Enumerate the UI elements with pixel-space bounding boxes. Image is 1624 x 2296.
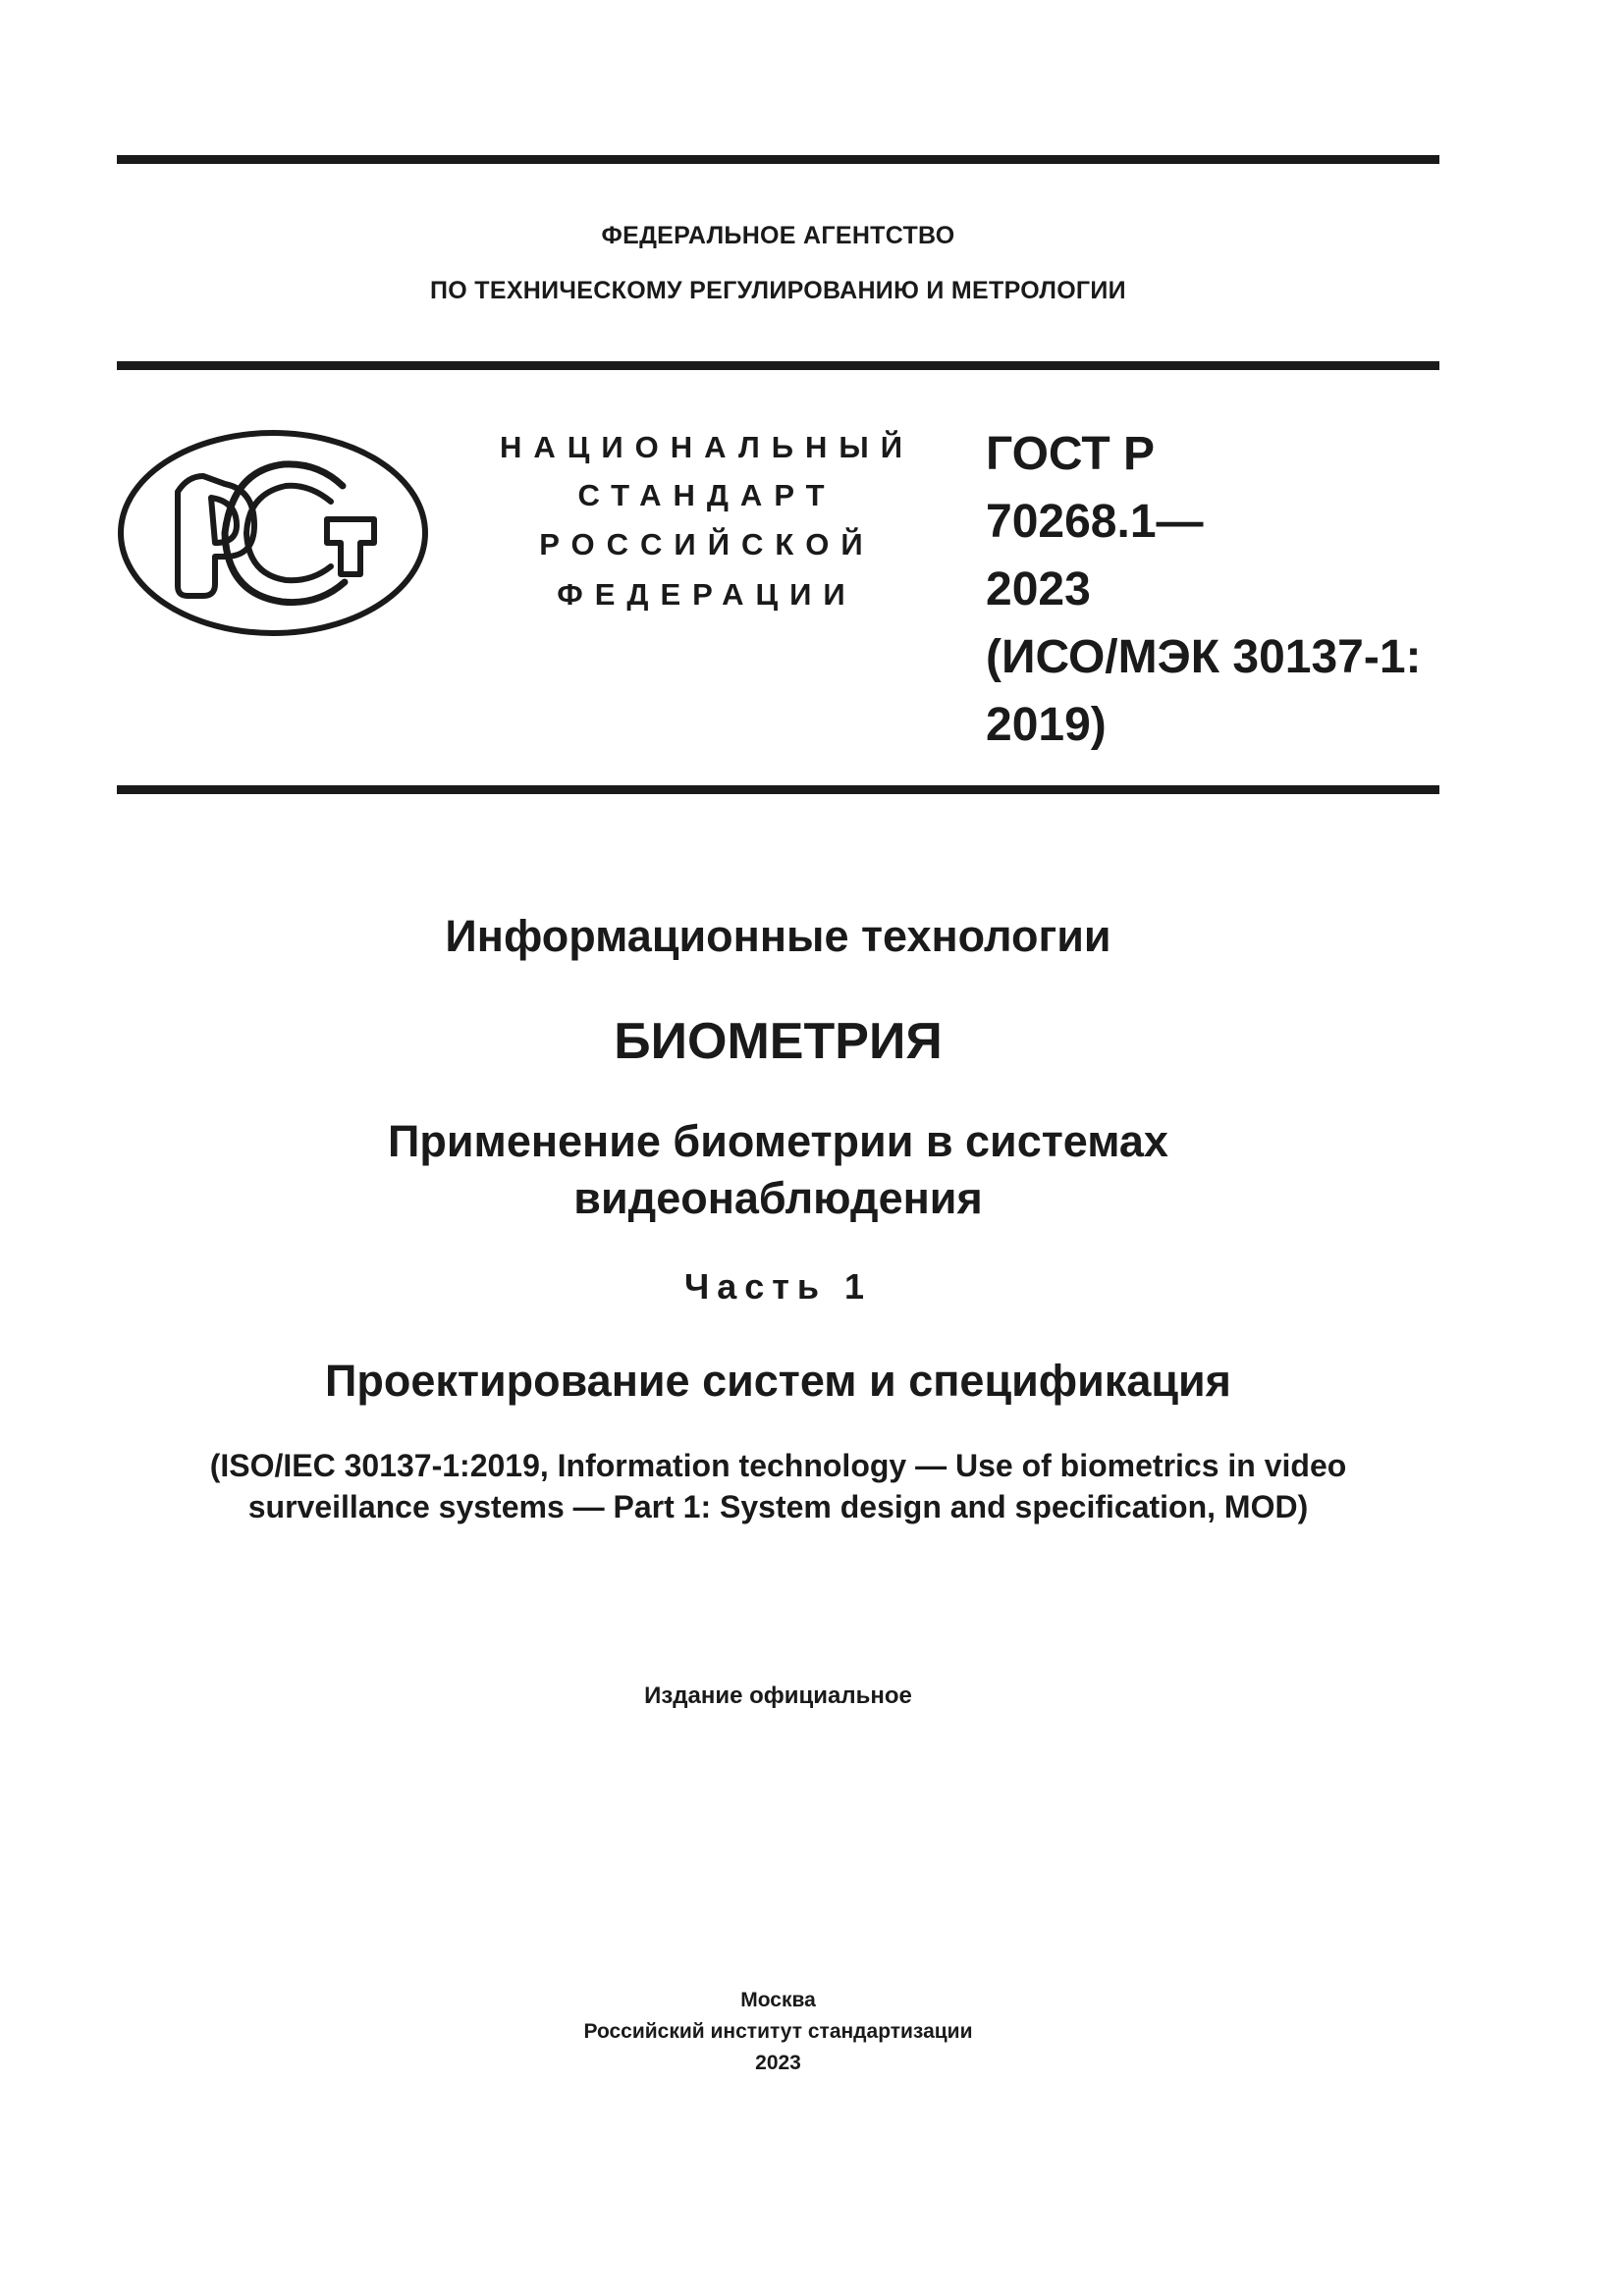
standard-designation bbox=[986, 420, 1447, 759]
iso-reference-line2: surveillance systems — Part 1: System design and specification, MOD) bbox=[247, 1489, 1309, 1524]
title-field: Информационные технологии bbox=[445, 911, 1111, 961]
top-rule bbox=[117, 155, 1439, 164]
iso-reference-line1: (ISO/IEC 30137-1:2019, Information technology — Use of biometrics in video bbox=[209, 1448, 1347, 1483]
designation-line1: ГОСТ Р bbox=[986, 428, 1156, 480]
designation-line3: 2023 bbox=[986, 563, 1091, 615]
imprint-city: Москва bbox=[740, 1989, 816, 2011]
title-block-rule bbox=[117, 785, 1439, 794]
rst-mark-icon bbox=[117, 429, 429, 637]
part-label: Часть 1 bbox=[683, 1266, 873, 1307]
title-main: БИОМЕТРИЯ bbox=[614, 1013, 943, 1070]
header-rule bbox=[117, 361, 1439, 370]
designation-line4: (ИСО/МЭК 30137-1: bbox=[986, 631, 1422, 683]
national-standard-line1: НАЦИОНАЛЬНЫЙ bbox=[499, 430, 915, 464]
title-subtitle bbox=[117, 1113, 1439, 1227]
title-subtitle-line2: видеонаблюдения bbox=[573, 1173, 983, 1223]
imprint-publisher: Российский институт стандартизации bbox=[583, 2020, 973, 2043]
designation-line5: 2019) bbox=[986, 699, 1107, 751]
designation-line2: 70268.1— bbox=[986, 496, 1204, 548]
edition-label: Издание официальное bbox=[644, 1682, 912, 1709]
part-title: Проектирование систем и спецификация bbox=[325, 1356, 1231, 1406]
imprint-year: 2023 bbox=[755, 2052, 801, 2074]
title-subtitle-line1: Применение биометрии в системах bbox=[388, 1116, 1168, 1166]
agency-name-line1: ФЕДЕРАЛЬНОЕ АГЕНТСТВО bbox=[601, 222, 955, 249]
national-standard-line2: СТАНДАРТ bbox=[577, 478, 837, 512]
national-standard-line4: ФЕДЕРАЦИИ bbox=[557, 577, 857, 612]
agency-name-line2: ПО ТЕХНИЧЕСКОМУ РЕГУЛИРОВАНИЮ И МЕТРОЛОГИИ bbox=[430, 277, 1126, 304]
iso-reference bbox=[117, 1445, 1439, 1527]
national-standard-line3: РОССИЙСКОЙ bbox=[539, 527, 875, 561]
